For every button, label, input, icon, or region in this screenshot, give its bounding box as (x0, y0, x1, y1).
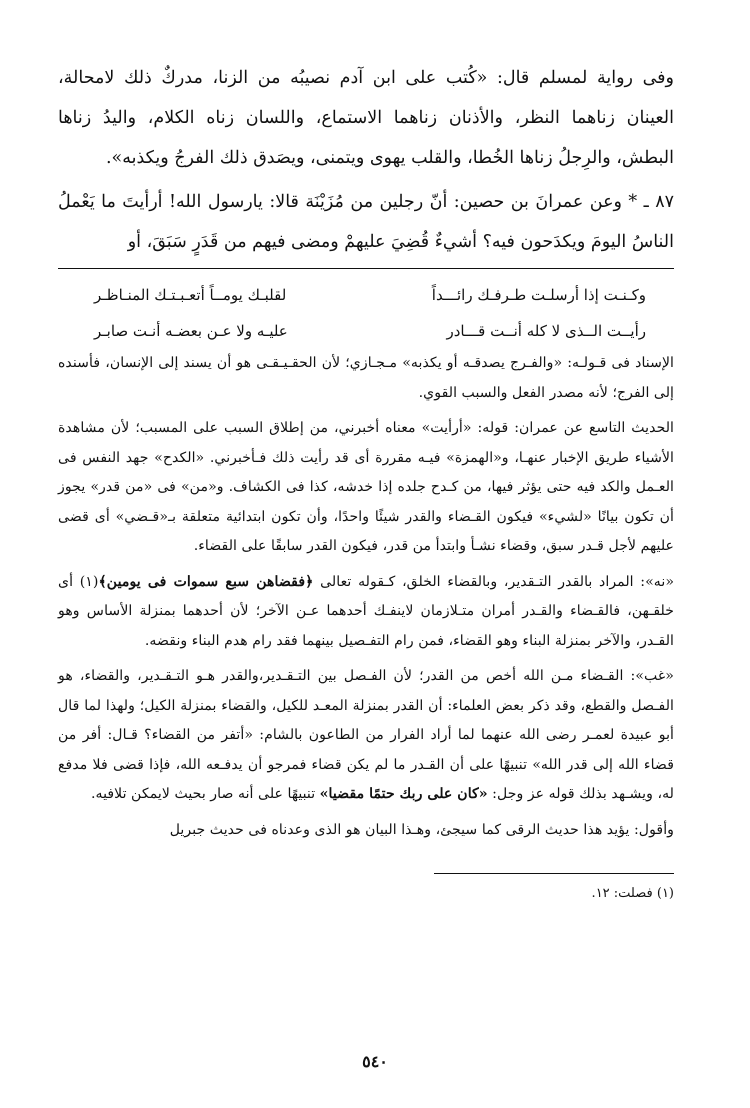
commentary-text-run: تنبيهًا على أنه صار بحيث لايمكن تلافيه. (90, 786, 320, 802)
hadith-87-paragraph: ٨٧ ـ * وعن عمرانَ بن حصين: أنّ رجلين من مُزَيْنَة قالا: يارسول الله! أرأيتَ ما يَعْملُ الناسُ اليومَ ويكدَحون فيه؟ أشيءٌ قُضِيَ عليهمْ ومضى فيهم من قَدَرٍ سَبَقَ، أو (58, 192, 674, 252)
poem-block (58, 277, 674, 349)
verse-second-hemistich: عليـه ولا عـن بعضـه أنـت صابـر (94, 322, 288, 340)
commentary-paragraph: الحديث التاسع عن عمران: قوله: «أرأيت» معناه أخبرني، من إطلاق السبب على المسبب؛ لأن مشاهدة الأشياء طريق الإخبار عنهـا، و«الهمزة» فيـه مقررة أى قد رأيت ذلك فـأخبرني. «الكدح» جهد النفس فى العـمل والكد فيه حتى يؤثر فيها، من كـدح جلده إذا خدشه، كذا فى الكشاف. و«من» فى «من قدر» يجوز أن تكون بيانًا «لشيء» فيكون القـضاء والقدر شيئًا واحدًا، وأن تكون ابتدائية متعلقة بـ«قـضي» أى قضى عليهم لأجل قـدر سبق، وقضاء نشـأ وابتدأ من قدر، فيكون القدر سابقًا على القضاء. (58, 420, 674, 554)
hadith-paragraph: وفى رواية لمسلم قال: «كُتب على ابن آدم نصيبُه من الزنا، مدركٌ ذلك لامحالة، العينان زناهما النظر، والأذنان زناهما الاستماع، واللسان زناه الكلام، واليدُ زناها البطش، والرِجلُ زناها الخُطا، والقلب يهوى ويتمنى، ويصَدق ذلك الفرجُ ويكذبه». (58, 68, 674, 168)
quran-quote: ﴿فقضاهن سبع سموات فى يومين﴾ (98, 573, 314, 590)
verse-second-hemistich: لقلبـك يومــاً أتعـبـتـك المنـاظـر (94, 286, 287, 304)
section-divider (58, 268, 674, 269)
poem-verse (58, 313, 674, 349)
commentary-text-run: «غب»: القـضاء مـن الله أخص من القدر؛ لأن الفـصل بين التـقـدير،والقدر هـو التـقـدير، والقضاء، هو الفـصل والقطع، وقد ذكر بعض العلماء: أن القدر بمنزلة المعـد للكيل، والقضاء بمنزلة الكيل؛ ولهذا لما قال أبو عبيدة لعمـر رضى الله عنهما لما أراد الفرار من الطاعون بالشام: «أتفر من القضاء؟ قـال: أفر من قضاء الله إلى قدر الله» تنبيهًا على أن القـدر ما لم يكن قضاء فمرجو أن يدفـعه الله، فإذا قضى فلا مدفع له، ويشـهد بذلك قوله عز وجل: (58, 668, 674, 802)
verse-first-hemistich: وكـنـت إذا أرسلـت طـرفـك رائـــداً (431, 286, 646, 304)
footnote-divider (434, 873, 674, 874)
hadith-text (58, 58, 674, 262)
commentary-paragraph: الإسناد فى قـولـه: «والفـرج يصدقـه أو يكذبه» مـجـازي؛ لأن الحقـيـقـى هو أن يسند إلى الإنسان، فأسنده إلى الفرج؛ لأنه مصدر الفعل والسبب القوي. (58, 355, 674, 401)
footnote: (١) فصلت: ١٢. (591, 886, 674, 901)
page-body (58, 58, 674, 904)
page-number: ٥٤٠ (362, 1052, 388, 1071)
commentary-text-run: (١) أى خلقـهن، فالقـضاء والقـدر أمران متـلازمان لاينفـك أحدهما عـن الآخر؛ لأن أحدهما بمنزلة الأساس وهو القـدر، والآخر بمنزلة البناء وهو القضاء، فمن رام التفـصيل بينهما فقد رام هدم البناء ونقضه. (58, 573, 674, 649)
commentary-paragraph: وأقول: يؤيد هذا حديث الرقى كما سيجئ، وهـذا البيان هو الذى وعدناه فى حديث جبريل (169, 821, 674, 838)
commentary-text-run: «نه»: المراد بالقدر التـقدير، وبالقضاء الخلق، كـقوله تعالى (313, 573, 674, 590)
verse-first-hemistich: رأيــت الــذى لا كله أنــت قـــادر (446, 322, 646, 340)
poem-verse (58, 277, 674, 313)
commentary-paragraph (58, 662, 674, 810)
commentary-paragraph (58, 568, 674, 657)
quran-quote: «كان على ربك حتمًا مقضيا» (319, 786, 488, 802)
commentary-text (58, 349, 674, 845)
